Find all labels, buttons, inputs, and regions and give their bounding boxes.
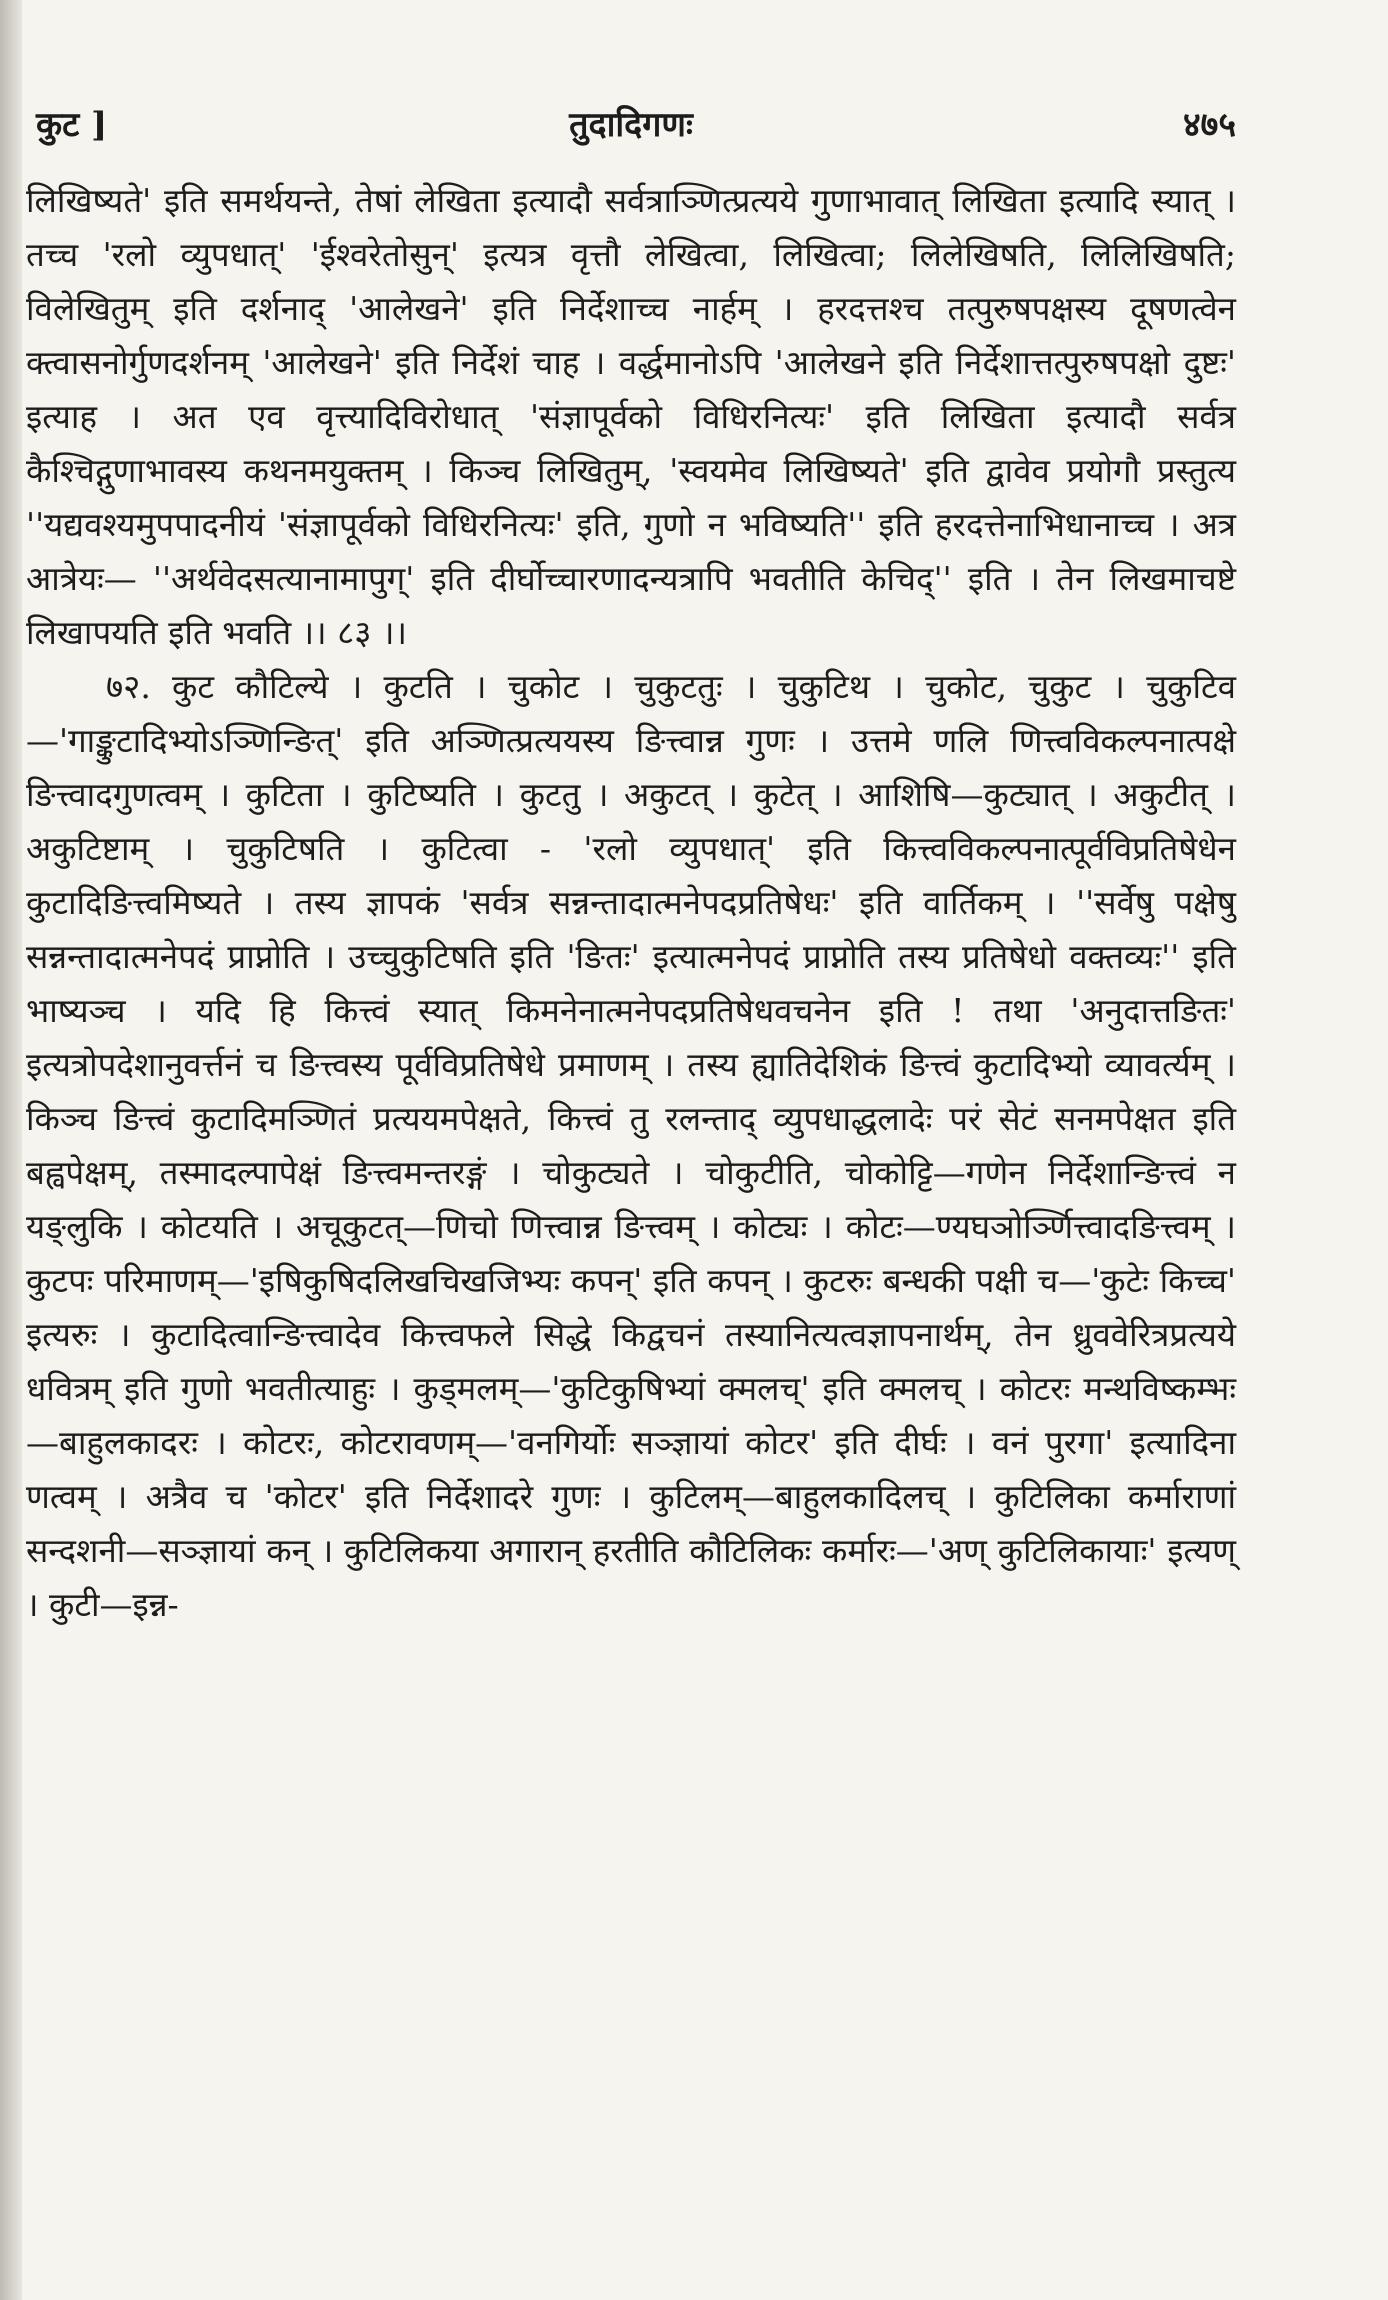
page-number: ४७५ [1182, 105, 1236, 145]
page-body [26, 174, 1236, 1632]
paragraph-continuation: लिखिष्यते' इति समर्थयन्ते, तेषां लेखिता इत्यादौ सर्वत्राञ्णित्प्रत्यये गुणाभावात् लिखिता इत्यादि स्यात् । तच्च 'रलो व्युपधात्' 'ईश्वरेतोसुन्' इत्यत्र वृत्तौ लेखित्वा, लिखित्वा; लिलेखिषति, लिलिखिषति; विलेखितुम् इति दर्शनाद् 'आलेखने' इति निर्देशाच्च नार्हम् । हरदत्तश्च तत्पुरुषपक्षस्य दूषणत्वेन क्त्वासनोर्गुणदर्शनम् 'आलेखने' इति निर्देशं चाह । वर्द्धमानोऽपि 'आलेखने इति निर्देशात्तत्पुरुषपक्षो दुष्टः' इत्याह । अत एव वृत्त्यादिविरोधात् 'संज्ञापूर्वको विधिरनित्यः' इति लिखिता इत्यादौ सर्वत्र कैश्चिद्गुणाभावस्य कथनमयुक्तम् । किञ्च लिखितुम्, 'स्वयमेव लिखिष्यते' इति द्वावेव प्रयोगौ प्रस्तुत्य ''यद्यवश्यमुपपादनीयं 'संज्ञापूर्वको विधिरनित्यः' इति, गुणो न भविष्यति'' इति हरदत्तेनाभिधानाच्च । अत्र आत्रेयः— ''अर्थवेदसत्यानामापुग्' इति दीर्घोच्चारणादन्यत्रापि भवतीति केचिद्'' इति । तेन लिखमाचष्टे लिखापयति इति भवति ।। ८३ ।। [26, 181, 1236, 652]
book-page [26, 100, 1236, 1632]
page-gutter-shadow [0, 0, 22, 2300]
header-root-word: कुट ] [36, 105, 108, 145]
running-header [26, 100, 1236, 160]
paragraph-entry-72: ७२. कुट कौटिल्ये । कुटति । चुकोट । चुकुटतुः । चुकुटिथ । चुकोट, चुकुट । चुकुटिव—'गाङ्कुटादिभ्योऽञ्णिन्ङित्' इति अञ्णित्प्रत्ययस्य ङित्त्वान्न गुणः । उत्तमे णलि णित्त्वविकल्पनात्पक्षे ङित्त्वादगुणत्वम् । कुटिता । कुटिष्यति । कुटतु । अकुटत् । कुटेत् । आशिषि—कुट्यात् । अकुटीत् । अकुटिष्टाम् । चुकुटिषति । कुटित्वा - 'रलो व्युपधात्' इति कित्त्वविकल्पनात्पूर्वविप्रतिषेधेन कुटादिङित्त्वमिष्यते । तस्य ज्ञापकं 'सर्वत्र सन्नन्तादात्मनेपदप्रतिषेधः' इति वार्तिकम् । ''सर्वेषु पक्षेषु सन्नन्तादात्मनेपदं प्राप्नोति । उच्चुकुटिषति इति 'ङितः' इत्यात्मनेपदं प्राप्नोति तस्य प्रतिषेधो वक्तव्यः'' इति भाष्यञ्च । यदि हि कित्त्वं स्यात् किमनेनात्मनेपदप्रतिषेधवचनेन इति ! तथा 'अनुदात्तङितः' इत्यत्रोपदेशानुवर्त्तनं च ङित्त्वस्य पूर्वविप्रतिषेधे प्रमाणम् । तस्य ह्यातिदेशिकं ङित्त्वं कुटादिभ्यो व्यावर्त्यम् । किञ्च ङित्त्वं कुटादिमञ्णितं प्रत्ययमपेक्षते, कित्त्वं तु रलन्ताद् व्युपधाद्धलादेः परं सेटं सनमपेक्षत इति बह्वपेक्षम्, तस्मादल्पापेक्षं ङित्त्वमन्तरङ्गं । चोकुट्यते । चोकुटीति, चोकोट्टि—गणेन निर्देशान्ङित्त्वं न यङ्लुकि । कोटयति । अचूकुटत्—णिचो णित्त्वान्न ङित्त्वम् । कोट्यः । कोटः—ण्यघञोर्ञ्णित्त्वादङित्त्वम् । कुटपः परिमाणम्—'इषिकुषिदलिखचिखजिभ्यः कपन्' इति कपन् । कुटरुः बन्धकी पक्षी च—'कुटेः किच्च' इत्यरुः । कुटादित्वान्ङित्त्वादेव कित्त्वफले सिद्धे किद्वचनं तस्यानित्यत्वज्ञापनार्थम्, तेन ध्रुववेरित्रप्रत्यये धवित्रम् इति गुणो भवतीत्याहुः । कुड्मलम्—'कुटिकुषिभ्यां क्मलच्' इति क्मलच् । कोटरः मन्थविष्कम्भः—बाहुलकादरः । कोटरः, कोटरावणम्—'वनगिर्योः सञ्ज्ञायां कोटर' इति दीर्घः । वनं पुरगा' इत्यादिना णत्वम् । अत्रैव च 'कोटर' इति निर्देशादरे गुणः । कुटिलम्—बाहुलकादिलच् । कुटिलिका कर्माराणां सन्दशनी—सञ्ज्ञायां कन् । कुटिलिकया अगारान् हरतीति कौटिलिकः कर्मारः—'अण् कुटिलिकायाः' इत्यण् । कुटी—इन्न- [26, 667, 1236, 1624]
header-title: तुदादिगणः [569, 105, 693, 145]
